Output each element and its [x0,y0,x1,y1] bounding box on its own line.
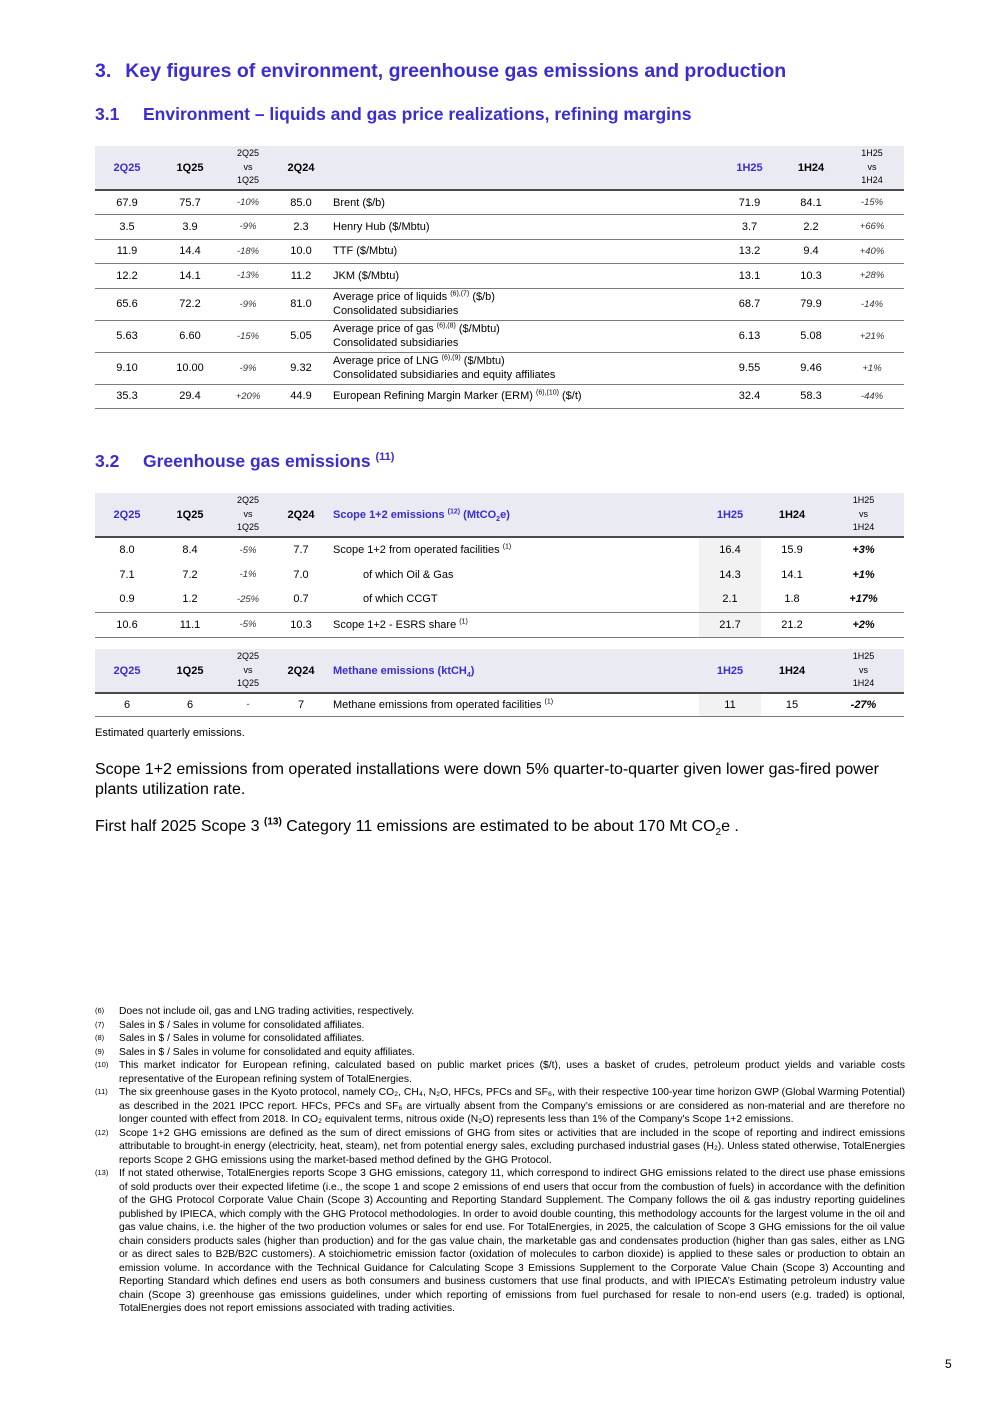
section-heading: 3. Key figures of environment, greenhouse gas emissions and production [95,60,787,82]
footnote [95,1019,905,1033]
page-number: 5 [945,1357,952,1371]
env-row-label: TTF ($/Mbtu) [327,239,717,264]
footnote [95,1086,905,1127]
col-qoq: 2Q25 vs 1Q25 [221,146,275,190]
ghg-row: 0.9 1.2 -25% 0.7 of which CCGT 2.1 1.8 +17% [95,587,904,612]
col-1h24: 1H24 [782,146,840,190]
col-1q25: 1Q25 [159,146,221,190]
col-2q24: 2Q24 [275,146,327,190]
env-row-label: Brent ($/b) [327,190,717,215]
subsection-heading-3-2: 3.2 Greenhouse gas emissions $^{(11)}$ [95,451,395,471]
ghg-row-label: of which CCGT [327,587,699,612]
footnote-text: This market indicator for European refining, calculated based on public market prices ($/t), uses a basket of crudes, petroleum product yields and variable costs representative of the European refining system of TotalEnergies. [119,1060,905,1085]
env-row: 35.3 29.4 +20% 44.9 European Refining Margin Marker (ERM) $^{(6),(10)}$ ($/t) 32.4 58.3 -44% [95,384,904,409]
col-hoh: 1H25 vs 1H24 [840,146,904,190]
environment-table-header [95,146,904,190]
paragraph-scope3: First half 2025 Scope 3 $^{(13)}$ Category 11 emissions are estimated to be about 170 Mt $CO_2e$ . [95,816,739,839]
footnote-tag: (6) [95,1006,105,1015]
footnote [95,1046,905,1060]
env-row-label: Average price of LNG $^{(6),(9)}$ ($/Mbtu) Consolidated subsidiaries and equity affiliates [327,352,717,384]
footnote-text: Scope 1+2 GHG emissions are defined as the sum of direct emissions of GHG from sites or activities that are included in the scope of reporting and indirect emissions attributable to brought-in energy (electricity, heat, steam), net from potential energy sales, excluding purchased industrial gases (H₂). Unless stated otherwise, TotalEnergies reports Scope 2 GHG emissions using the market-based method defined by the GHG Protocol. [119,1127,905,1166]
footnote-text: The six greenhouse gases in the Kyoto protocol, namely CO₂, CH₄, N₂O, HFCs, PFCs and SF₆, with their respective 100-year time horizon GWP (Global Warming Potential) as described in the 2021 IPCC report. HFCs, PFCs and SF₆ are virtually absent from the Company’s emissions or are considered as non-material and are therefore no longer counted with effect from 2018. In CO₂ equivalent terms, nitrous oxide (N₂O) represents less than 1% of the Company's Scope 1+2 emissions. [119,1087,905,1125]
footnote-tag: (9) [95,1046,105,1056]
ghg-row-label: Scope 1+2 from operated facilities $^{(1)}$ [333,543,512,556]
footnote [95,1167,905,1316]
footnote [95,1127,905,1168]
footnote-tag: (12) [95,1127,109,1137]
footnote [95,1032,905,1046]
footnote-text: Sales in $ / Sales in volume for consolidated and equity affiliates. [119,1046,415,1058]
env-row-label: Average price of gas $^{(6),(8)}$ ($/Mbtu) Consolidated subsidiaries [327,320,717,352]
footnote-tag: (13) [95,1168,109,1177]
env-row: 11.9 14.4 -18% 10.0 TTF ($/Mbtu) 13.2 9.4 +40% [95,239,904,264]
footnote-text: If not stated otherwise, TotalEnergies reports Scope 3 GHG emissions, category 11, which correspond to indirect GHG emissions related to the direct use phase emissions of sold products over their expected lifetime (i.e., the scope 1 and scope 2 emissions of end users that occur from the combustion of fuels) in accordance with the definition of the GHG Protocol Corporate Value Chain (Scope 3) Accounting and Reporting Standard Supplement. The Company follows the oil & gas industry reporting guidelines published by IPIECA, which comply with the GHG Protocol methodologies. In order to avoid double counting, this methodology accounts for the largest volume in the oil and gas value chains, i.e. the higher of the two production volumes or sales for end use. For TotalEnergies, in 2025, the calculation of Scope 3 GHG emissions for the oil value chain considers products sales (higher than production) and for the gas value chain, the marketable gas and condensates production (higher than gas sales, either as LNG or as direct sales to B2B/B2C customers). A stoichiometric emission factor (oxidation of molecules to carbon dioxide) is applied to these sales or production to obtain an emission volume. In accordance with the Technical Guidance for Calculating Scope 3 Emissions Supplement to the Corporate Value Chain (Scope 3) Accounting and Reporting Standard which defines end users as both consumers and business customers that use final products, and with IPIECA’s Estimating petroleum industry value chain (Scope 3) greenhouse gas emissions guidelines, under which reporting of emissions from fuel purchased for resale to non-end users (e.g. traded) is optional, TotalEnergies does not report emissions associated with trading activities. [119,1168,905,1314]
ghg-table [95,493,904,717]
ghg-row: 10.6 11.1 -5% 10.3 Scope 1+2 - ESRS share $^{(1)}$ 21.7 21.2 +2% [95,612,904,637]
methane-row: 6 6 - 7 Methane emissions from operated facilities $^{(1)}$ 11 15 -27% [95,693,904,716]
footnote [95,1059,905,1086]
footnote-tag: (8) [95,1033,105,1042]
env-row-label: Average price of liquids $^{(6),(7)}$ ($/b) Consolidated subsidiaries [327,288,717,320]
footnote-text: Sales in $ / Sales in volume for consolidated affiliates. [119,1033,365,1044]
env-row: 65.6 72.2 -9% 81.0 Average price of liquids $^{(6),(7)}$ ($/b) Consolidated subsidiaries 68.7 79.9 -14% [95,288,904,320]
env-row-label: JKM ($/Mbtu) [327,264,717,289]
ghg-row-label: Scope 1+2 - ESRS share $^{(1)}$ [327,612,699,637]
methane-title: Methane emissions (ktCH$_4$) [327,649,699,693]
table-note: Estimated quarterly emissions. [95,727,245,739]
env-row-label: European Refining Margin Marker (ERM) $^{(6),(10)}$ ($/t) [327,384,717,409]
ghg-table-header: 2Q25 1Q25 2Q25 vs 1Q25 2Q24 Scope 1+2 emissions $^{(12)}$ (MtCO$_2$e) 1H25 1H24 1H25 vs 1H24 [95,493,904,537]
col-2q25: 2Q25 [95,146,159,190]
col-1h25: 1H25 [717,146,782,190]
ghg-row-label: of which Oil & Gas [363,568,454,581]
env-row: 9.10 10.00 -9% 9.32 Average price of LNG $^{(6),(9)}$ ($/Mbtu) Consolidated subsidiaries and equity affiliates 9.55 9.46 +1% [95,352,904,384]
subsection-heading-3-1: 3.1 Environment – liquids and gas price realizations, refining margins [95,104,692,124]
footnote-tag: (10) [95,1060,109,1069]
footnote-tag: (11) [95,1087,108,1096]
footnote-text: Does not include oil, gas and LNG trading activities, respectively. [119,1006,415,1017]
env-row: 5.63 6.60 -15% 5.05 Average price of gas $^{(6),(8)}$ ($/Mbtu) Consolidated subsidiaries 6.13 5.08 +21% [95,320,904,352]
environment-table [95,146,904,409]
footnotes [95,1005,905,1316]
paragraph-scope12: Scope 1+2 emissions from operated installations were down 5% quarter-to-quarter given lower gas-fired power plants utilization rate. [95,761,879,798]
ghg-row: 8.0 8.4 -5% 7.7 Scope 1+2 from operated facilities $^{(1)}$ 16.4 15.9 +3% [95,537,904,562]
footnote [95,1005,905,1019]
methane-table-header: 2Q25 1Q25 2Q25 vs 1Q25 2Q24 Methane emissions (ktCH$_4$) 1H25 1H24 1H25 vs 1H24 [95,649,904,693]
ghg-row: 7.1 7.2 -1% 7.0 of which Oil & Gas 14.3 14.1 +1% [95,562,904,587]
env-row: 3.5 3.9 -9% 2.3 Henry Hub ($/Mbtu) 3.7 2.2 +66% [95,215,904,240]
env-row-label: Henry Hub ($/Mbtu) [327,215,717,240]
footnote-tag: (7) [95,1019,105,1029]
scope12-title: Scope 1+2 emissions $^{(12)}$ (MtCO$_2$e) [327,493,699,537]
env-row: 67.9 75.7 -10% 85.0 Brent ($/b) 71.9 84.1 -15% [95,190,904,215]
env-row: 12.2 14.1 -13% 11.2 JKM ($/Mbtu) 13.1 10.3 +28% [95,264,904,289]
footnote-text: Sales in $ / Sales in volume for consolidated affiliates. [119,1019,365,1031]
